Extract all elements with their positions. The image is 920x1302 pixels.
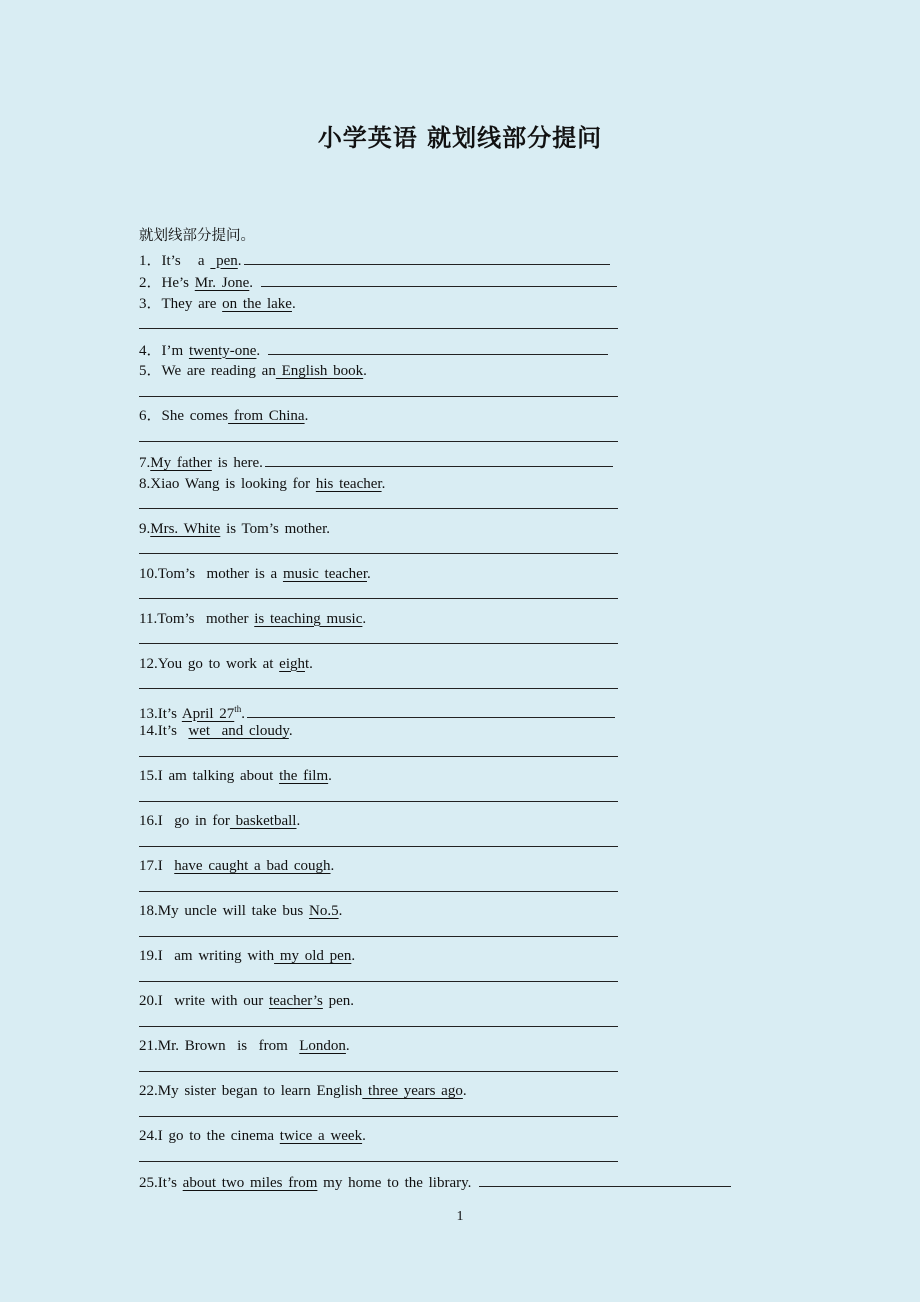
question-number: 22. xyxy=(139,1083,158,1099)
sentence-text: . xyxy=(462,1083,467,1099)
sentence-text: I xyxy=(157,858,175,874)
sentence-text: Tom’s mother xyxy=(157,610,255,627)
sentence-text: . xyxy=(367,565,371,582)
page-number: 1 xyxy=(456,1209,464,1224)
answer-row xyxy=(139,924,799,947)
underlined-phrase: My father xyxy=(150,455,212,471)
sentence-text: . xyxy=(328,768,332,784)
question-number: 18. xyxy=(139,903,158,919)
question-number: 25. xyxy=(139,1175,158,1191)
page-title: 小学英语 就划线部分提问 xyxy=(317,124,603,152)
question-number: 24. xyxy=(139,1128,158,1144)
sentence-text: th xyxy=(234,703,242,714)
sentence-text: pen. xyxy=(322,993,355,1009)
answer-blank[interactable] xyxy=(139,879,618,892)
question-number: 2． xyxy=(139,275,162,291)
answer-row xyxy=(139,316,799,339)
answer-row xyxy=(139,631,799,654)
question-item xyxy=(139,766,799,789)
answer-row xyxy=(139,834,799,857)
question-item xyxy=(139,519,799,542)
underlined-phrase: April 27 xyxy=(181,705,235,722)
sentence-text: . xyxy=(237,252,242,269)
question-number: 12. xyxy=(139,655,158,672)
answer-blank[interactable] xyxy=(139,384,618,397)
question-number: 15. xyxy=(139,768,158,784)
sentence-text: . xyxy=(381,475,386,492)
question-item xyxy=(139,294,799,317)
answer-row xyxy=(139,541,799,564)
sentence-text: We are reading an xyxy=(161,363,276,379)
answer-row xyxy=(139,744,799,767)
sentence-text: . xyxy=(345,1038,350,1054)
answer-row xyxy=(139,586,799,609)
answer-blank[interactable] xyxy=(139,834,618,847)
underlined-phrase: on the lake xyxy=(222,295,292,312)
underlined-phrase: teacher’s xyxy=(268,993,323,1009)
sentence-text: I go to the cinema xyxy=(157,1128,280,1144)
sentence-text: It’s xyxy=(157,723,189,739)
sentence-text: . xyxy=(288,723,293,739)
question-item xyxy=(139,406,799,429)
question-item xyxy=(139,609,799,632)
question-number: 13. xyxy=(139,705,158,722)
sentence-text: She comes xyxy=(161,408,229,424)
answer-blank[interactable] xyxy=(139,429,618,442)
question-item xyxy=(139,946,799,969)
underlined-phrase: Mr. Jone xyxy=(194,275,250,291)
sentence-text: Xiao Wang is looking for xyxy=(150,475,316,492)
underlined-phrase: pen xyxy=(210,252,238,269)
question-number: 8. xyxy=(139,475,151,492)
sentence-text: Mr. Brown is from xyxy=(157,1038,300,1054)
sentence-text: It’s xyxy=(157,1175,183,1191)
sentence-text: t. xyxy=(304,655,313,672)
underlined-phrase: three years ago xyxy=(362,1083,463,1099)
sentence-text: . xyxy=(304,408,309,424)
question-number: 9. xyxy=(139,520,151,537)
question-item xyxy=(139,1126,799,1149)
sentence-text: . xyxy=(362,1128,366,1144)
underlined-phrase: the film xyxy=(279,768,329,784)
sentence-text: . xyxy=(363,363,367,379)
sentence-text: . xyxy=(351,948,356,964)
underlined-phrase: his teacher xyxy=(315,475,382,492)
sentence-text: I go in for xyxy=(157,813,230,829)
sentence-text: I am talking about xyxy=(157,768,280,784)
answer-blank[interactable] xyxy=(139,1059,618,1072)
answer-blank[interactable] xyxy=(139,1014,618,1027)
sentence-text: is Tom’s mother. xyxy=(220,520,330,537)
sentence-text: Tom’s mother is a xyxy=(157,565,283,582)
answer-row xyxy=(139,1149,799,1172)
answer-row xyxy=(139,969,799,992)
question-item xyxy=(139,856,799,879)
underlined-phrase: is teaching music xyxy=(254,610,363,627)
sentence-text: is here. xyxy=(211,455,263,471)
underlined-phrase: No.5 xyxy=(308,903,339,919)
underlined-phrase: basketball xyxy=(229,813,297,829)
question-item xyxy=(139,339,799,362)
underlined-phrase: London xyxy=(299,1038,346,1054)
sentence-text: My sister began to learn English xyxy=(157,1083,363,1099)
question-item xyxy=(139,474,799,497)
question-number: 5． xyxy=(139,363,162,379)
answer-row xyxy=(139,1014,799,1037)
answer-blank[interactable] xyxy=(139,1149,618,1162)
underlined-phrase: my old pen xyxy=(274,948,352,964)
sentence-text: My uncle will take bus xyxy=(157,903,309,919)
answer-row xyxy=(139,1059,799,1082)
exercise-list xyxy=(139,226,799,1194)
question-item xyxy=(139,721,799,744)
answer-row xyxy=(139,879,799,902)
question-item xyxy=(139,654,799,677)
answer-row xyxy=(139,496,799,519)
sentence-text: I am writing with xyxy=(157,948,275,964)
instruction-text: 就划线部分提问。 xyxy=(139,228,255,244)
answer-row xyxy=(139,384,799,407)
question-item xyxy=(139,901,799,924)
sentence-text: . xyxy=(338,903,343,919)
question-number: 20. xyxy=(139,993,158,1009)
answer-blank[interactable] xyxy=(139,316,618,329)
question-item xyxy=(139,249,799,272)
answer-blank[interactable] xyxy=(247,702,615,718)
question-item xyxy=(139,564,799,587)
answer-row xyxy=(139,789,799,812)
answer-blank[interactable] xyxy=(139,541,618,554)
sentence-text: . xyxy=(256,342,266,359)
underlined-phrase: twenty-one xyxy=(188,342,257,359)
answer-blank[interactable] xyxy=(268,339,608,355)
answer-row xyxy=(139,429,799,452)
underlined-phrase: from China xyxy=(228,408,305,424)
sentence-text: . xyxy=(241,705,246,722)
underlined-phrase: eigh xyxy=(279,655,305,672)
question-item xyxy=(139,811,799,834)
answer-blank[interactable] xyxy=(479,1171,731,1187)
underlined-phrase: Mrs. White xyxy=(150,520,221,537)
question-number: 6． xyxy=(139,408,162,424)
answer-blank[interactable] xyxy=(244,249,610,265)
answer-blank[interactable] xyxy=(139,744,618,757)
answer-blank[interactable] xyxy=(139,586,618,599)
sentence-text: I write with our xyxy=(157,993,269,1009)
underlined-phrase: about two miles from xyxy=(182,1175,318,1191)
question-number: 19. xyxy=(139,948,158,964)
question-item xyxy=(139,991,799,1014)
question-number: 11. xyxy=(139,610,158,627)
answer-blank[interactable] xyxy=(139,631,618,644)
answer-row xyxy=(139,1104,799,1127)
sentence-text: . xyxy=(291,295,296,312)
underlined-phrase: English book xyxy=(275,363,364,379)
question-number: 17. xyxy=(139,858,158,874)
sentence-text: . xyxy=(249,275,259,291)
sentence-text: . xyxy=(296,813,301,829)
underlined-phrase: wet and cloudy xyxy=(188,723,289,739)
question-number: 16. xyxy=(139,813,158,829)
sentence-text: . xyxy=(362,610,367,627)
question-item xyxy=(139,1081,799,1104)
answer-blank[interactable] xyxy=(139,924,618,937)
question-item xyxy=(139,699,799,722)
answer-blank[interactable] xyxy=(265,451,613,467)
question-item xyxy=(139,1036,799,1059)
underlined-phrase: twice a week xyxy=(279,1128,363,1144)
underlined-phrase: have caught a bad cough xyxy=(174,858,331,874)
sentence-text: . xyxy=(330,858,335,874)
question-item xyxy=(139,271,799,294)
question-item xyxy=(139,1171,799,1194)
sentence-text: He’s xyxy=(161,275,195,291)
question-item xyxy=(139,361,799,384)
answer-blank[interactable] xyxy=(139,676,618,689)
answer-row xyxy=(139,676,799,699)
question-items xyxy=(139,249,799,1194)
answer-blank[interactable] xyxy=(139,789,618,802)
sentence-text: They are xyxy=(161,295,223,312)
sentence-text: I’m xyxy=(161,342,189,359)
sentence-text: It’s xyxy=(157,705,182,722)
answer-blank[interactable] xyxy=(139,496,618,509)
question-number: 1． xyxy=(139,252,162,269)
question-number: 3． xyxy=(139,295,162,312)
question-number: 10. xyxy=(139,565,158,582)
question-number: 7. xyxy=(139,455,151,471)
underlined-phrase: music teacher xyxy=(282,565,367,582)
sentence-text: my home to the library. xyxy=(317,1175,478,1191)
sentence-text: It’s a xyxy=(161,252,211,269)
question-number: 21. xyxy=(139,1038,158,1054)
answer-blank[interactable] xyxy=(261,271,617,287)
answer-blank[interactable] xyxy=(139,1104,618,1117)
sentence-text: You go to work at xyxy=(157,655,280,672)
question-item xyxy=(139,451,799,474)
answer-blank[interactable] xyxy=(139,969,618,982)
question-number: 4． xyxy=(139,342,162,359)
question-number: 14. xyxy=(139,723,158,739)
